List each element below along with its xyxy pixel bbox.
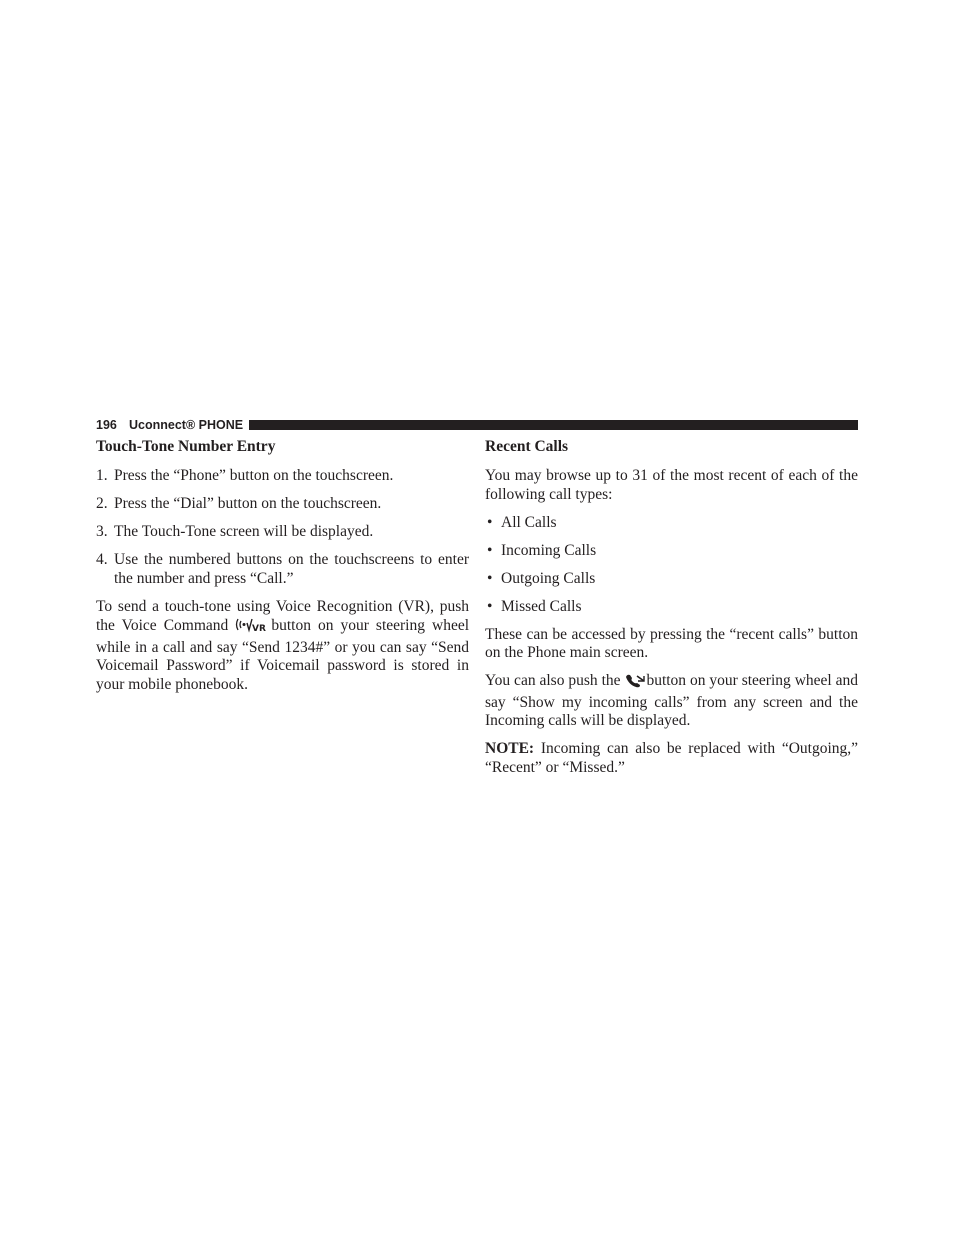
- access-paragraph: These can be accessed by pressing the “recent calls” button on the Phone main screen.: [485, 625, 858, 662]
- step-1: [96, 467, 469, 486]
- paragraph-text: button on your steering wheel while in a call and say “Send 1234#” or you can say “Send Voicemail Password” if Voicemail password is stored in your mobile phonebook.: [96, 617, 470, 693]
- bullet-dot: •: [487, 597, 493, 615]
- list-item-text: Incoming Calls: [501, 541, 597, 559]
- section-title: Uconnect® PHONE: [129, 418, 244, 432]
- paragraph-text: To send a touch-tone using Voice Recognition (VR), push the Voice Command: [96, 597, 469, 635]
- step-number: 2.: [96, 494, 108, 512]
- step-2: [96, 495, 469, 514]
- note-paragraph: [485, 740, 858, 777]
- bullet-dot: •: [487, 513, 493, 531]
- step-text: Press the “Phone” button on the touchscreen.: [114, 467, 394, 484]
- left-column: [96, 438, 469, 704]
- paragraph-text: You can also push the: [485, 672, 621, 690]
- svg-text:VR: VR: [252, 624, 267, 634]
- list-item: [485, 542, 858, 561]
- step-number: 1.: [96, 467, 108, 484]
- bullet-dot: •: [487, 569, 493, 587]
- note-text: Incoming can also be replaced with “Outgoing,” “Recent” or “Missed.”: [485, 740, 859, 776]
- paragraph-text: button on your steering wheel and say “Show my incoming calls” from any screen and the Incoming calls will be displayed.: [485, 672, 859, 730]
- step-text: Use the numbered buttons on the touchscreens to enter the number and press “Call.”: [114, 550, 469, 587]
- page-number: 196: [96, 418, 117, 432]
- step-4: [96, 551, 469, 588]
- voice-command-icon: [235, 616, 271, 639]
- bullet-dot: •: [487, 541, 493, 559]
- step-3: [96, 523, 469, 542]
- step-text: The Touch-Tone screen will be displayed.: [114, 522, 374, 540]
- list-item-text: All Calls: [501, 513, 557, 531]
- step-text: Press the “Dial” button on the touchscreen.: [114, 494, 382, 512]
- recent-calls-heading: Recent Calls: [485, 438, 569, 455]
- right-column: [485, 438, 858, 787]
- page-header: [96, 417, 858, 433]
- touch-tone-paragraph: [96, 598, 469, 695]
- phone-button-paragraph: [485, 672, 858, 731]
- recent-calls-intro: You may browse up to 31 of the most recent of each of the following call types:: [485, 467, 858, 503]
- step-number: 4.: [96, 550, 108, 568]
- header-rule: [249, 420, 858, 430]
- list-item: [485, 514, 858, 533]
- touch-tone-heading: Touch-Tone Number Entry: [96, 438, 276, 455]
- note-label: NOTE:: [485, 740, 535, 758]
- phone-icon: [624, 673, 646, 694]
- list-item: [485, 598, 858, 617]
- step-number: 3.: [96, 522, 108, 540]
- list-item: [485, 570, 858, 589]
- list-item-text: Outgoing Calls: [501, 569, 596, 587]
- list-item-text: Missed Calls: [501, 597, 582, 615]
